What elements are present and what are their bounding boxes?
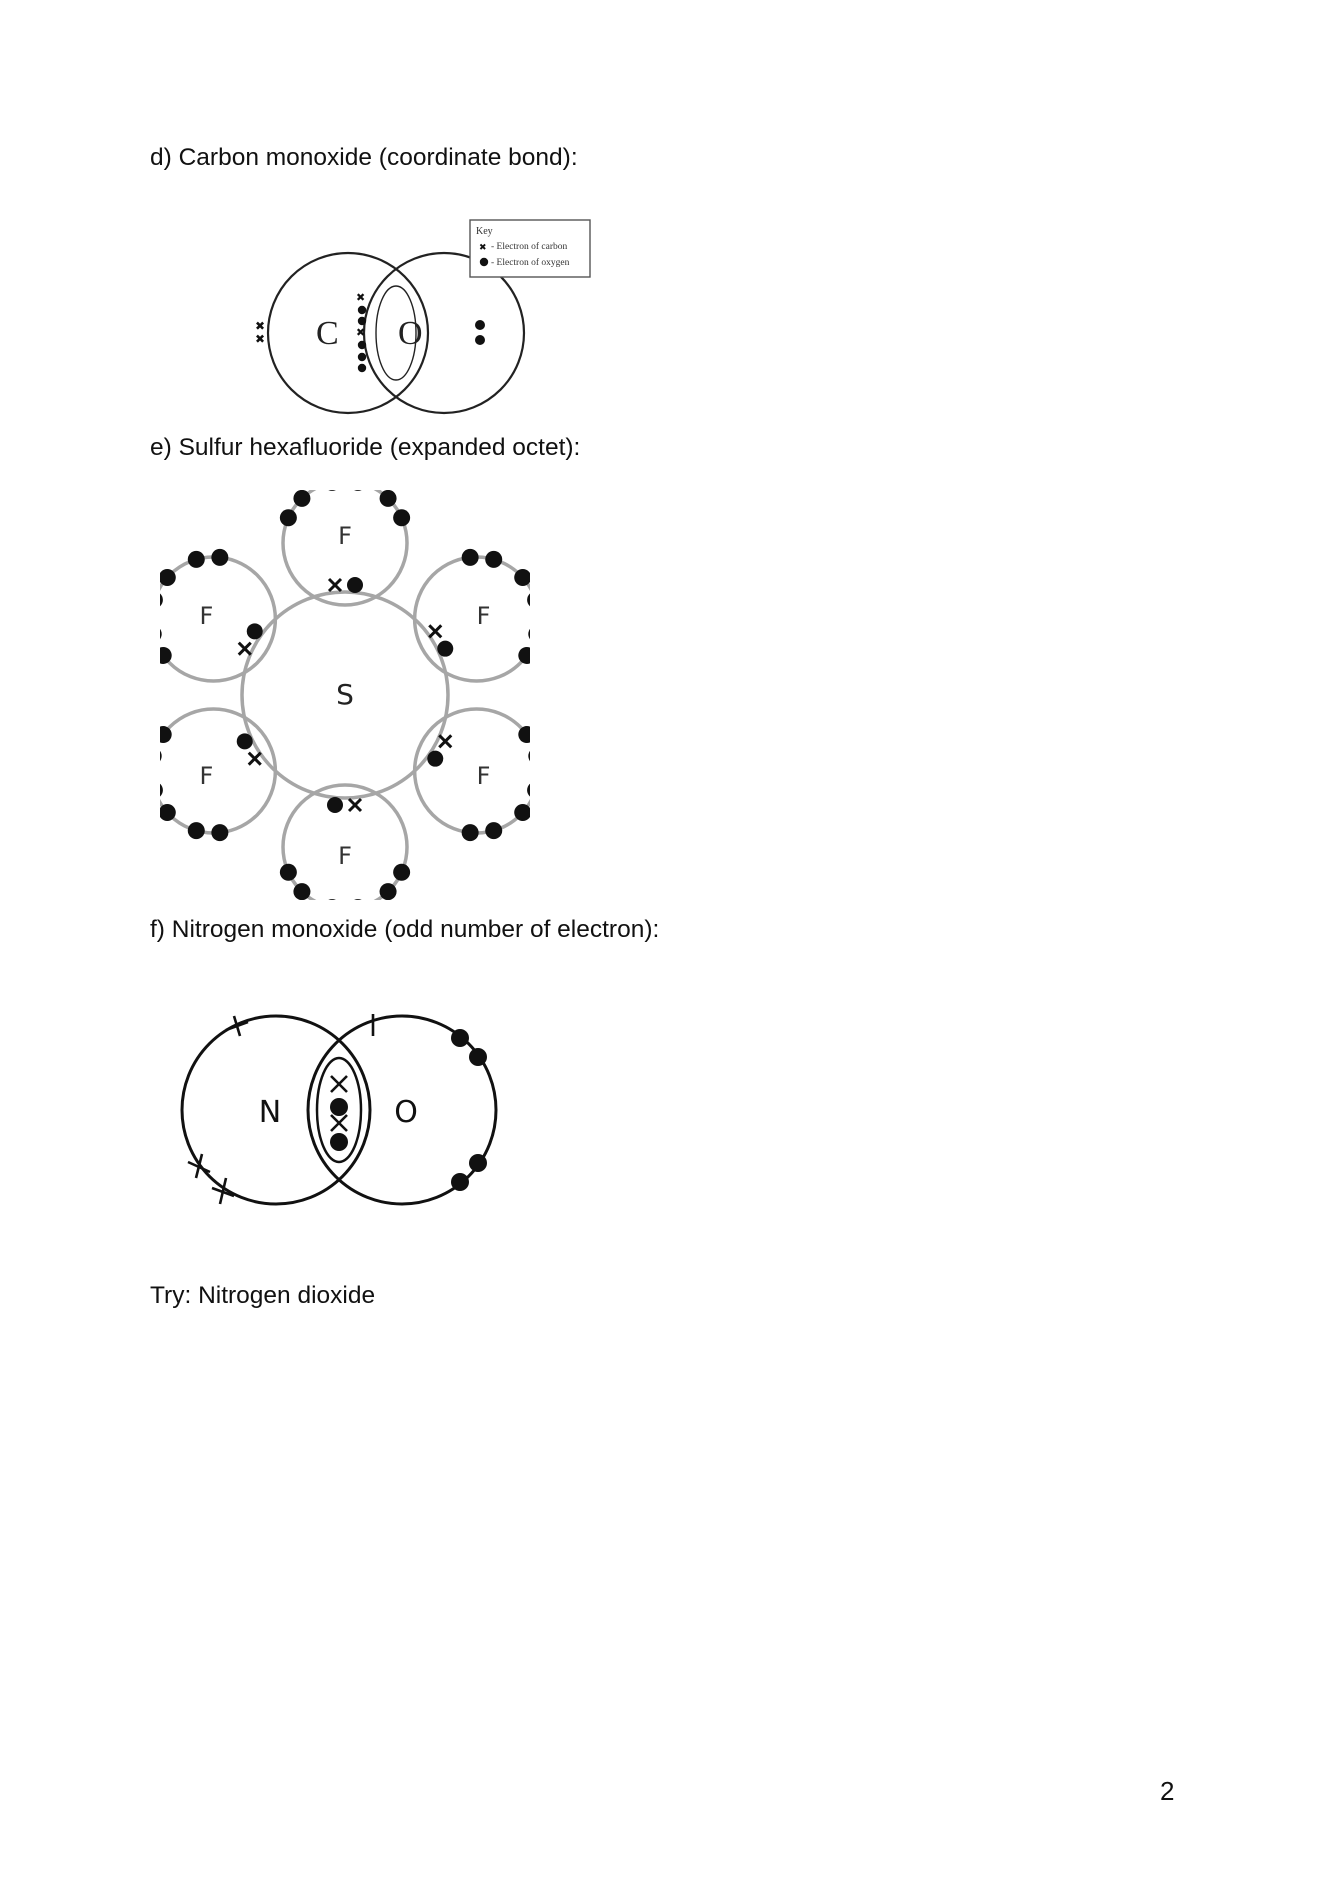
oxygen-electron-dot [475, 335, 485, 345]
fluorine-electron-dot [293, 883, 310, 900]
shared-electron-dot [330, 1098, 348, 1116]
no-diagram [160, 1000, 520, 1220]
shared-electron-dot [358, 306, 366, 314]
fluorine-electron-dot [160, 591, 163, 608]
heading-carbon-monoxide: d) Carbon monoxide (coordinate bond): [150, 144, 578, 171]
atom-label-carbon: C [316, 315, 339, 352]
fluorine-electron-dot [160, 782, 163, 799]
fluorine-electron-dot [349, 490, 366, 491]
atom-label-oxygen: O [398, 315, 423, 352]
fluorine-shell [160, 709, 275, 833]
key-oxygen-label: - Electron of oxygen [491, 258, 570, 268]
atom-label-nitrogen: N [258, 1095, 282, 1130]
carbon-electron-cross: ✖ [255, 332, 266, 346]
shared-electron-dot [358, 341, 366, 349]
shared-electron-dot [330, 1133, 348, 1151]
shared-electron-dot [247, 623, 263, 639]
atom-label-fluorine: F [338, 842, 352, 870]
fluorine-electron-dot [324, 899, 341, 900]
carbon-electron-cross: ✖ [255, 319, 266, 333]
fluorine-electron-dot [527, 591, 530, 608]
oxygen-electron-dot [451, 1029, 469, 1047]
fluorine-electron-dot [393, 864, 410, 881]
oxygen-electron-dot [451, 1173, 469, 1191]
nitrogen-electron-cross [226, 1016, 248, 1036]
fluorine-electron-dot [188, 822, 205, 839]
fluorine-electron-dot [380, 490, 397, 507]
fluorine-electron-dot [485, 551, 502, 568]
fluorine-electron-dot [280, 864, 297, 881]
fluorine-electron-dot [211, 549, 228, 566]
page-number: 2 [1160, 1776, 1175, 1806]
oxygen-electron-dot [475, 320, 485, 330]
shared-electron-dot [327, 797, 343, 813]
fluorine-shell [160, 557, 275, 681]
shared-electron-dot [347, 577, 363, 593]
shared-electron-dot [437, 641, 453, 657]
shared-electron-cross [331, 1115, 347, 1131]
fluorine-electron-dot [528, 748, 530, 765]
oxygen-electron-dot [469, 1154, 487, 1172]
oxygen-electron-dot [469, 1048, 487, 1066]
atom-label-fluorine: F [476, 762, 491, 790]
shared-electron-cross: ✖ [356, 326, 366, 339]
try-prompt: Try: Nitrogen dioxide [150, 1282, 376, 1309]
shared-electron-dot [358, 364, 366, 372]
fluorine-electron-dot [380, 883, 397, 900]
shared-electron-dot [358, 353, 366, 361]
fluorine-electron-dot [527, 782, 530, 799]
fluorine-electron-dot [393, 509, 410, 526]
fluorine-electron-dot [211, 824, 228, 841]
fluorine-shell [415, 557, 530, 681]
atom-label-fluorine: F [199, 762, 214, 790]
shared-electron-dot [237, 733, 253, 749]
fluorine-electron-dot [462, 549, 479, 566]
fluorine-electron-dot [160, 748, 162, 765]
fluorine-electron-dot [188, 551, 205, 568]
atom-label-fluorine: F [476, 602, 491, 630]
co-diagram [230, 210, 600, 420]
heading-sulfur-hexafluoride: e) Sulfur hexafluoride (expanded octet): [150, 434, 581, 461]
key-oxygen-marker [480, 258, 488, 266]
fluorine-electron-dot [293, 490, 310, 507]
fluorine-shell [415, 709, 530, 833]
atom-label-fluorine: F [199, 602, 214, 630]
shared-electron-dot [358, 317, 366, 325]
shared-electron-cross [331, 1076, 347, 1092]
sf6-diagram [160, 490, 530, 900]
key-title: Key [476, 226, 493, 237]
key-box [470, 220, 590, 277]
atom-label-sulfur: S [336, 678, 354, 711]
fluorine-electron-dot [349, 899, 366, 900]
fluorine-electron-dot [485, 822, 502, 839]
shared-electron-dot [427, 751, 443, 767]
fluorine-electron-dot [280, 509, 297, 526]
fluorine-electron-dot [462, 824, 479, 841]
fluorine-electron-dot [528, 625, 530, 642]
atom-label-fluorine: F [338, 522, 352, 550]
fluorine-electron-dot [324, 490, 341, 491]
key-carbon-label: - Electron of carbon [491, 242, 568, 252]
key-carbon-marker: ✖ [479, 243, 487, 253]
fluorine-electron-dot [160, 625, 162, 642]
atom-label-oxygen: O [394, 1095, 418, 1130]
heading-nitrogen-monoxide: f) Nitrogen monoxide (odd number of electron): [150, 916, 660, 943]
shared-electron-cross: ✖ [356, 291, 366, 304]
